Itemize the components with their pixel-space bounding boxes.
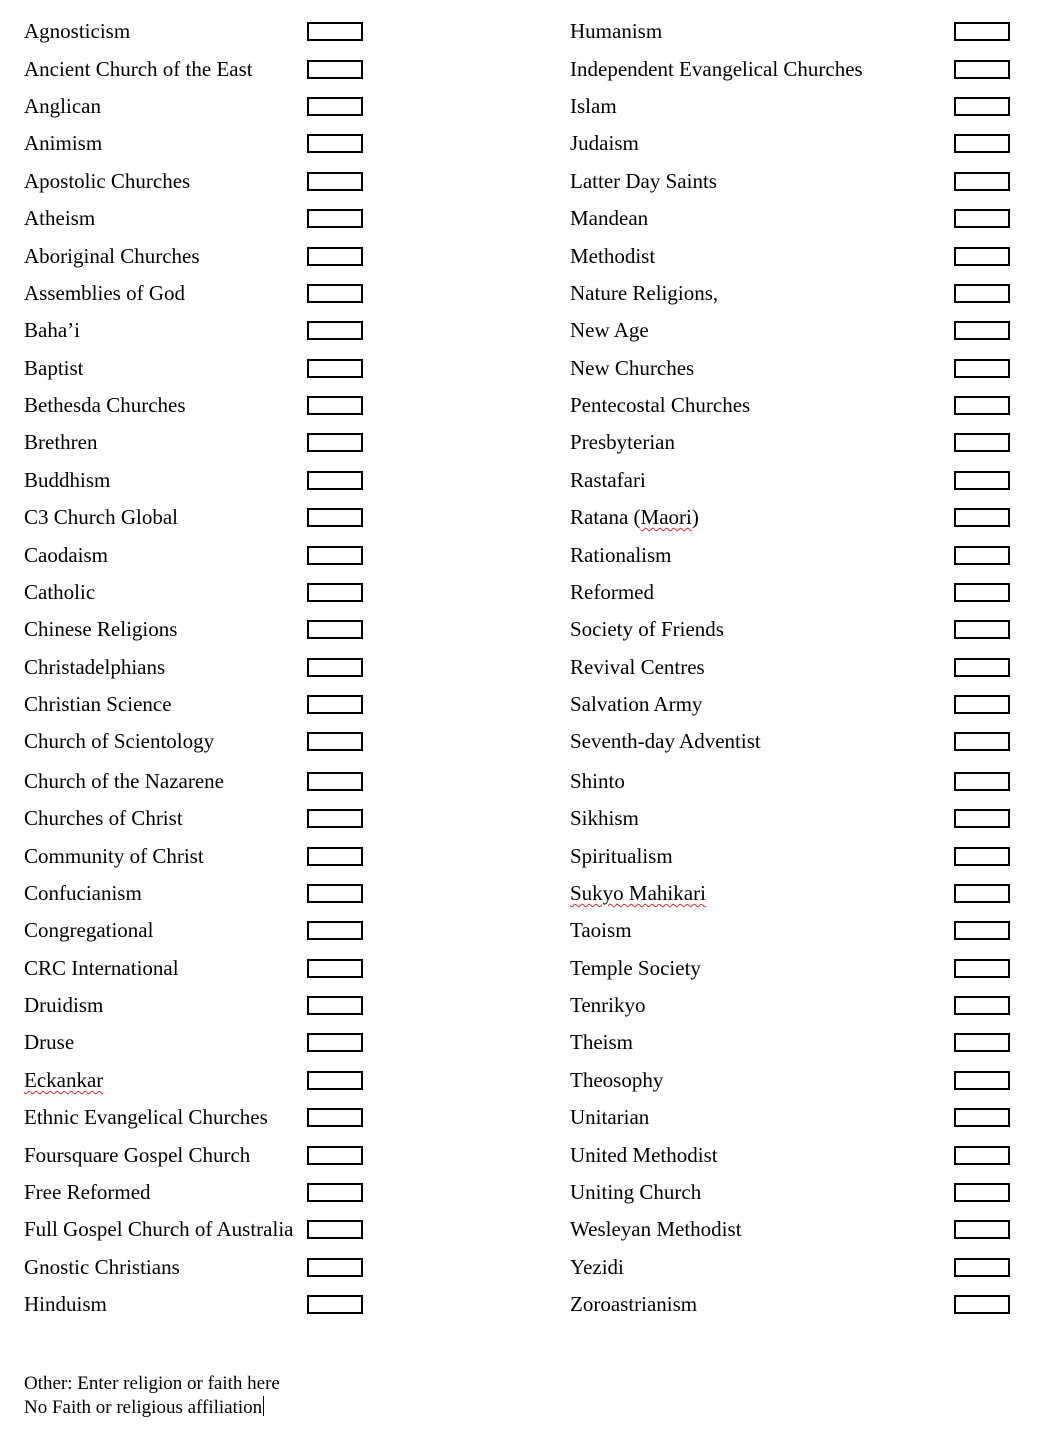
left-religion-row [24, 356, 374, 380]
right-religion-row [570, 729, 1025, 753]
religion-label: Temple Society [570, 956, 701, 980]
left-religion-row [24, 769, 374, 793]
religion-label: Assemblies of God [24, 281, 185, 305]
religion-checkbox[interactable] [307, 396, 363, 415]
religion-checkbox[interactable] [954, 996, 1010, 1015]
religion-label: Community of Christ [24, 844, 204, 868]
religion-checkbox[interactable] [954, 1108, 1010, 1127]
left-religion-row [24, 1143, 374, 1167]
right-religion-row [570, 655, 1025, 679]
left-religion-row [24, 1217, 374, 1241]
left-religion-row [24, 206, 374, 230]
religion-checkbox[interactable] [954, 772, 1010, 791]
religion-label: Revival Centres [570, 655, 705, 679]
footer [24, 1372, 280, 1420]
religion-checkbox[interactable] [954, 60, 1010, 79]
religion-label: Hinduism [24, 1292, 107, 1316]
religion-label: Salvation Army [570, 692, 703, 716]
religion-checkbox[interactable] [954, 471, 1010, 490]
right-religion-row [570, 131, 1025, 155]
left-religion-row [24, 1068, 374, 1092]
religion-checkbox[interactable] [307, 22, 363, 41]
religion-label: Baha’i [24, 318, 80, 342]
left-religion-row [24, 94, 374, 118]
right-religion-row [570, 1068, 1025, 1092]
religion-checkbox[interactable] [954, 1183, 1010, 1202]
religion-checkbox[interactable] [307, 471, 363, 490]
religion-checkbox[interactable] [954, 247, 1010, 266]
religion-label: Theosophy [570, 1068, 664, 1092]
religion-checkbox[interactable] [954, 321, 1010, 340]
left-religion-row [24, 318, 374, 342]
religion-label: Atheism [24, 206, 96, 230]
religion-checkbox[interactable] [307, 1183, 363, 1202]
religion-checkbox[interactable] [307, 959, 363, 978]
left-religion-row [24, 1255, 374, 1279]
left-religion-row [24, 1292, 374, 1316]
religion-checkbox[interactable] [307, 695, 363, 714]
left-religion-row [24, 844, 374, 868]
religion-checkbox[interactable] [954, 1295, 1010, 1314]
left-religion-row [24, 1180, 374, 1204]
religion-label: Pentecostal Churches [570, 393, 751, 417]
religion-label: Reformed [570, 580, 654, 604]
religion-checkbox[interactable] [307, 1108, 363, 1127]
religion-label: Taoism [570, 918, 632, 942]
right-religion-row [570, 543, 1025, 567]
religion-label: Full Gospel Church of Australia [24, 1217, 294, 1241]
religion-label: Humanism [570, 19, 663, 43]
right-religion-row [570, 617, 1025, 641]
left-religion-row [24, 131, 374, 155]
religion-checkbox[interactable] [954, 921, 1010, 940]
religion-checkbox[interactable] [307, 658, 363, 677]
no-faith-label[interactable]: No Faith or religious affiliation [24, 1397, 263, 1418]
religion-checkbox[interactable] [954, 172, 1010, 191]
religion-label: Free Reformed [24, 1180, 151, 1204]
religion-checkbox[interactable] [307, 60, 363, 79]
right-religion-row [570, 430, 1025, 454]
religion-checkbox[interactable] [307, 884, 363, 903]
right-religion-row [570, 1255, 1025, 1279]
right-religion-row [570, 505, 1025, 529]
religion-label: Brethren [24, 430, 98, 454]
religion-label: Druse [24, 1030, 75, 1054]
religion-checkbox[interactable] [954, 1258, 1010, 1277]
religion-label: Tenrikyo [570, 993, 646, 1017]
religion-checkbox[interactable] [307, 433, 363, 452]
religion-label: Yezidi [570, 1255, 624, 1279]
religion-label: Theism [570, 1030, 633, 1054]
religion-label: Foursquare Gospel Church [24, 1143, 251, 1167]
religion-label: C3 Church Global [24, 505, 178, 529]
left-religion-row [24, 19, 374, 43]
religion-checkbox[interactable] [954, 1146, 1010, 1165]
religion-checkbox[interactable] [954, 658, 1010, 677]
religion-checkbox[interactable] [954, 695, 1010, 714]
religion-checkbox[interactable] [954, 209, 1010, 228]
right-religion-row [570, 356, 1025, 380]
text-cursor [263, 1396, 264, 1416]
right-religion-row [570, 844, 1025, 868]
religion-label: Islam [570, 94, 617, 118]
right-religion-row [570, 692, 1025, 716]
religion-checkbox[interactable] [307, 359, 363, 378]
religion-checkbox[interactable] [307, 620, 363, 639]
right-religion-row [570, 918, 1025, 942]
left-religion-row [24, 580, 374, 604]
right-religion-row [570, 1217, 1025, 1241]
right-religion-row [570, 94, 1025, 118]
religion-label: Confucianism [24, 881, 142, 905]
religion-checkbox[interactable] [307, 546, 363, 565]
religion-checkbox[interactable] [307, 921, 363, 940]
religion-label: Buddhism [24, 468, 111, 492]
right-religion-row [570, 806, 1025, 830]
religion-checkbox[interactable] [954, 884, 1010, 903]
religion-checkbox[interactable] [954, 284, 1010, 303]
religion-checkbox[interactable] [307, 247, 363, 266]
other-religion-field[interactable] [24, 1372, 280, 1396]
religion-label: Druidism [24, 993, 104, 1017]
religion-label: Caodaism [24, 543, 108, 567]
religion-checkbox[interactable] [954, 134, 1010, 153]
religion-label: Methodist [570, 244, 656, 268]
right-religion-row [570, 1105, 1025, 1129]
left-religion-row [24, 281, 374, 305]
religion-label: Catholic [24, 580, 96, 604]
religion-checkbox[interactable] [954, 583, 1010, 602]
religion-label: New Age [570, 318, 649, 342]
religion-label: Latter Day Saints [570, 169, 717, 193]
religion-checkbox[interactable] [307, 772, 363, 791]
religion-label: Chinese Religions [24, 617, 178, 641]
religion-checkbox[interactable] [954, 809, 1010, 828]
religion-label: Congregational [24, 918, 154, 942]
religion-label: Uniting Church [570, 1180, 702, 1204]
left-religion-row [24, 393, 374, 417]
religion-checkbox[interactable] [954, 359, 1010, 378]
right-religion-row [570, 169, 1025, 193]
right-religion-row [570, 1030, 1025, 1054]
religion-label: CRC International [24, 956, 179, 980]
religion-checkbox[interactable] [954, 847, 1010, 866]
right-religion-row [570, 57, 1025, 81]
religion-label: Agnosticism [24, 19, 131, 43]
religion-checkbox[interactable] [307, 172, 363, 191]
religion-checkbox[interactable] [307, 1071, 363, 1090]
religion-checkbox[interactable] [307, 321, 363, 340]
religion-label: Judaism [570, 131, 639, 155]
right-religion-row [570, 281, 1025, 305]
religion-label: Animism [24, 131, 103, 155]
right-religion-row [570, 244, 1025, 268]
right-religion-row [570, 468, 1025, 492]
right-religion-row [570, 393, 1025, 417]
religion-label: Unitarian [570, 1105, 650, 1129]
left-religion-row [24, 543, 374, 567]
religion-label: Mandean [570, 206, 649, 230]
religion-checkbox[interactable] [954, 1220, 1010, 1239]
religion-label: Wesleyan Methodist [570, 1217, 742, 1241]
religion-label: Rationalism [570, 543, 672, 567]
religion-label: Ratana (Maori) [570, 505, 699, 529]
no-faith-field[interactable] [24, 1396, 280, 1420]
right-religion-row [570, 1292, 1025, 1316]
religion-checkbox[interactable] [307, 847, 363, 866]
left-religion-row [24, 806, 374, 830]
right-religion-row [570, 318, 1025, 342]
religion-label: Society of Friends [570, 617, 724, 641]
religion-checkbox[interactable] [307, 996, 363, 1015]
left-religion-row [24, 1030, 374, 1054]
religion-label: Sukyo Mahikari [570, 881, 706, 905]
religion-checkbox[interactable] [307, 508, 363, 527]
religion-checkbox[interactable] [954, 1071, 1010, 1090]
religion-label: Shinto [570, 769, 625, 793]
religion-checkbox[interactable] [954, 433, 1010, 452]
religion-label: Anglican [24, 94, 101, 118]
right-religion-row [570, 580, 1025, 604]
right-religion-row [570, 993, 1025, 1017]
religion-checkbox[interactable] [954, 1033, 1010, 1052]
left-religion-row [24, 468, 374, 492]
religion-checkbox[interactable] [954, 97, 1010, 116]
left-religion-row [24, 655, 374, 679]
religion-label: Presbyterian [570, 430, 675, 454]
right-religion-row [570, 1180, 1025, 1204]
religion-label: Sikhism [570, 806, 639, 830]
religion-checkbox[interactable] [307, 583, 363, 602]
religion-label: Nature Religions, [570, 281, 719, 305]
religion-checkbox[interactable] [307, 1146, 363, 1165]
religion-checkbox[interactable] [307, 284, 363, 303]
left-religion-row [24, 430, 374, 454]
religion-label: Aboriginal Churches [24, 244, 200, 268]
religion-checkbox[interactable] [954, 620, 1010, 639]
religion-checkbox[interactable] [307, 1033, 363, 1052]
religion-checkbox[interactable] [307, 1295, 363, 1314]
left-religion-row [24, 993, 374, 1017]
religion-label: Eckankar [24, 1068, 104, 1092]
religion-checkbox[interactable] [307, 732, 363, 751]
religion-label: Baptist [24, 356, 84, 380]
left-religion-row [24, 1105, 374, 1129]
religion-label: Christadelphians [24, 655, 166, 679]
religion-label: Ethnic Evangelical Churches [24, 1105, 268, 1129]
religion-label: Apostolic Churches [24, 169, 191, 193]
religion-label: Independent Evangelical Churches [570, 57, 863, 81]
left-religion-row [24, 881, 374, 905]
religion-checkbox[interactable] [954, 396, 1010, 415]
religion-label: Gnostic Christians [24, 1255, 180, 1279]
religion-label: Ancient Church of the East [24, 57, 253, 81]
religion-checkbox[interactable] [307, 1258, 363, 1277]
left-religion-row [24, 57, 374, 81]
right-religion-row [570, 956, 1025, 980]
religion-label: Spiritualism [570, 844, 673, 868]
religion-label: United Methodist [570, 1143, 718, 1167]
religion-checkbox[interactable] [307, 209, 363, 228]
left-religion-row [24, 169, 374, 193]
religion-label: Bethesda Churches [24, 393, 186, 417]
religion-checkbox[interactable] [307, 134, 363, 153]
left-religion-row [24, 617, 374, 641]
religion-checkbox[interactable] [954, 22, 1010, 41]
religion-checkbox[interactable] [954, 508, 1010, 527]
religion-label: Seventh-day Adventist [570, 729, 761, 753]
left-religion-row [24, 244, 374, 268]
left-religion-row [24, 692, 374, 716]
religion-label: Rastafari [570, 468, 646, 492]
right-religion-row [570, 881, 1025, 905]
other-religion-label[interactable]: Other: Enter religion or faith here [24, 1373, 280, 1394]
right-religion-row [570, 1143, 1025, 1167]
left-religion-row [24, 505, 374, 529]
left-religion-row [24, 729, 374, 753]
religion-label: Christian Science [24, 692, 172, 716]
right-religion-row [570, 206, 1025, 230]
right-religion-row [570, 19, 1025, 43]
religion-checkbox[interactable] [954, 732, 1010, 751]
left-religion-row [24, 918, 374, 942]
religion-label: Churches of Christ [24, 806, 183, 830]
religion-checkbox[interactable] [954, 959, 1010, 978]
religion-label: Zoroastrianism [570, 1292, 698, 1316]
religion-checkbox[interactable] [307, 809, 363, 828]
religion-checkbox[interactable] [307, 1220, 363, 1239]
right-religion-row [570, 769, 1025, 793]
left-religion-row [24, 956, 374, 980]
religion-checkbox[interactable] [954, 546, 1010, 565]
religion-checkbox[interactable] [307, 97, 363, 116]
religion-label: Church of the Nazarene [24, 769, 224, 793]
religion-label: New Churches [570, 356, 695, 380]
religion-label: Church of Scientology [24, 729, 215, 753]
